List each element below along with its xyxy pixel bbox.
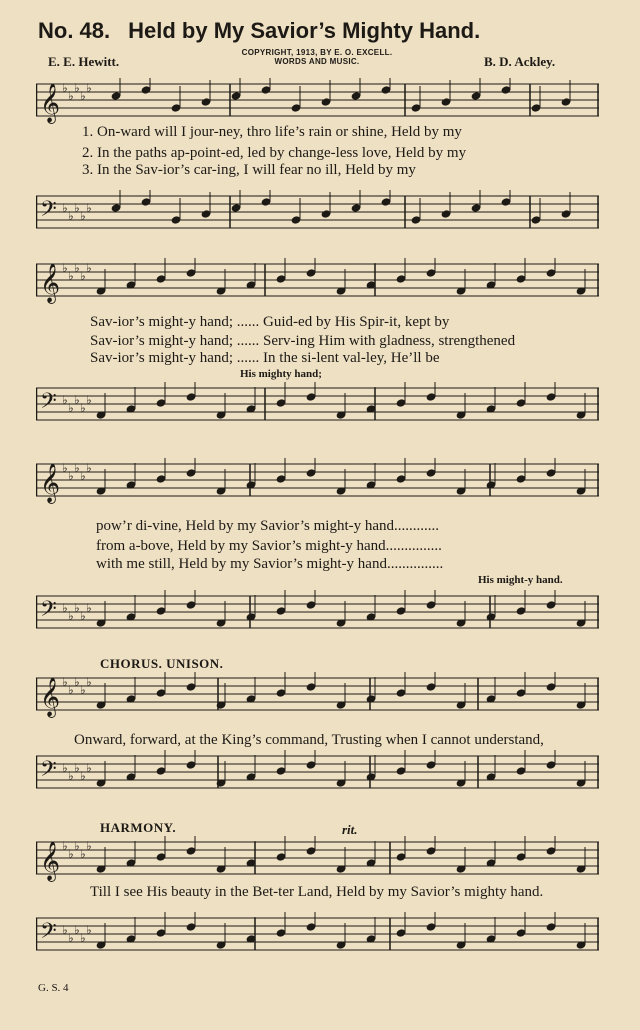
bass-staff	[36, 190, 599, 240]
copyright	[222, 48, 412, 66]
hymn-title: Held by My Savior’s Mighty Hand.	[128, 18, 481, 43]
treble-clef-icon: 𝄞	[40, 83, 61, 123]
cue-text: His mighty hand;	[240, 368, 322, 380]
flat-icon: ♭	[68, 89, 74, 103]
flat-icon: ♭	[68, 469, 74, 483]
flat-icon: ♭	[62, 675, 68, 689]
flat-icon: ♭	[74, 601, 80, 615]
bass-staff	[36, 590, 599, 640]
copyright-line: COPYRIGHT, 1913, BY E. O. EXCELL.	[241, 48, 393, 57]
staff-lines	[36, 78, 599, 128]
flat-icon: ♭	[68, 401, 74, 415]
flat-icon: ♭	[86, 393, 92, 407]
bass-clef-icon: 𝄢	[40, 389, 57, 419]
lyricist: E. E. Hewitt.	[48, 54, 120, 69]
copyright-line: WORDS AND MUSIC.	[274, 57, 360, 66]
flat-icon: ♭	[74, 461, 80, 475]
flat-icon: ♭	[62, 923, 68, 937]
flat-icon: ♭	[86, 261, 92, 275]
ritardando-mark: rit.	[342, 822, 358, 837]
bass-clef-icon: 𝄢	[40, 757, 57, 787]
flat-icon: ♭	[80, 469, 86, 483]
verse-1-line: 1. On-ward will I jour-ney, thro life’s rain or shine, Held by my	[82, 124, 462, 140]
staff-lines	[36, 382, 599, 432]
treble-clef-icon: 𝄞	[40, 263, 61, 303]
flat-icon: ♭	[80, 683, 86, 697]
treble-staff	[36, 672, 599, 722]
staff-lines	[36, 258, 599, 308]
chorus-lyrics: Till I see His beauty in the Bet-ter Land, Held by my Savior’s mighty hand.	[90, 884, 544, 900]
staff-lines	[36, 750, 599, 800]
flat-icon: ♭	[86, 761, 92, 775]
chorus-lyrics: Onward, forward, at the King’s command, Trusting when I cannot understand,	[74, 732, 544, 748]
verse-2-line: 2. In the paths ap-point-ed, led by change-less love, Held by my	[82, 145, 467, 161]
flat-icon: ♭	[86, 81, 92, 95]
flat-icon: ♭	[62, 839, 68, 853]
flat-icon: ♭	[62, 461, 68, 475]
flat-icon: ♭	[80, 931, 86, 945]
flat-icon: ♭	[80, 89, 86, 103]
verse-1-line: Sav-ior’s might-y hand; ...... Guid-ed by His Spir-it, kept by	[90, 314, 450, 330]
flat-icon: ♭	[80, 401, 86, 415]
flat-icon: ♭	[68, 769, 74, 783]
flat-icon: ♭	[68, 269, 74, 283]
hymn-title-line	[38, 18, 480, 44]
verse-3-line: with me still, Held by my Savior’s might-y hand...............	[96, 556, 444, 572]
flat-icon: ♭	[62, 393, 68, 407]
chorus-heading: CHORUS. UNISON.	[100, 656, 224, 671]
flat-icon: ♭	[86, 923, 92, 937]
flat-icon: ♭	[74, 675, 80, 689]
verse-1-line: pow’r di-vine, Held by my Savior’s might-y hand............	[96, 518, 440, 534]
treble-clef-icon: 𝄞	[40, 841, 61, 881]
flat-icon: ♭	[74, 761, 80, 775]
flat-icon: ♭	[74, 261, 80, 275]
flat-icon: ♭	[68, 931, 74, 945]
flat-icon: ♭	[74, 201, 80, 215]
harmony-heading: HARMONY.	[100, 820, 177, 835]
treble-clef-icon: 𝄞	[40, 463, 61, 503]
staff-lines	[36, 458, 599, 508]
treble-staff	[36, 836, 599, 886]
flat-icon: ♭	[74, 839, 80, 853]
verse-3-line: Sav-ior’s might-y hand; ...... In the si-lent val-ley, He’ll be	[90, 350, 440, 366]
flat-icon: ♭	[86, 839, 92, 853]
flat-icon: ♭	[68, 209, 74, 223]
flat-icon: ♭	[80, 609, 86, 623]
flat-icon: ♭	[80, 847, 86, 861]
flat-icon: ♭	[68, 609, 74, 623]
flat-icon: ♭	[68, 847, 74, 861]
flat-icon: ♭	[62, 81, 68, 95]
flat-icon: ♭	[62, 601, 68, 615]
staff-lines	[36, 190, 599, 240]
flat-icon: ♭	[74, 393, 80, 407]
flat-icon: ♭	[86, 601, 92, 615]
verse-3-line: 3. In the Sav-ior’s car-ing, I will fear no ill, Held by my	[82, 162, 416, 178]
composer: B. D. Ackley.	[484, 54, 556, 69]
flat-icon: ♭	[62, 261, 68, 275]
flat-icon: ♭	[80, 769, 86, 783]
treble-staff	[36, 458, 599, 508]
treble-staff	[36, 78, 599, 128]
cue-text: His might-y hand.	[478, 574, 563, 586]
flat-icon: ♭	[62, 201, 68, 215]
flat-icon: ♭	[74, 81, 80, 95]
flat-icon: ♭	[62, 761, 68, 775]
bass-staff	[36, 750, 599, 800]
staff-lines	[36, 672, 599, 722]
staff-lines	[36, 590, 599, 640]
verse-2-line: from a-bove, Held by my Savior’s might-y hand...............	[96, 538, 442, 554]
hymn-number: No. 48.	[38, 18, 111, 43]
bass-clef-icon: 𝄢	[40, 919, 57, 949]
verse-2-line: Sav-ior’s might-y hand; ...... Serv-ing Him with gladness, strengthened	[90, 333, 516, 349]
flat-icon: ♭	[86, 675, 92, 689]
bass-staff	[36, 912, 599, 962]
staff-lines	[36, 912, 599, 962]
flat-icon: ♭	[80, 209, 86, 223]
treble-clef-icon: 𝄞	[40, 677, 61, 717]
flat-icon: ♭	[80, 269, 86, 283]
flat-icon: ♭	[86, 461, 92, 475]
flat-icon: ♭	[86, 201, 92, 215]
staff-lines	[36, 836, 599, 886]
flat-icon: ♭	[74, 923, 80, 937]
flat-icon: ♭	[68, 683, 74, 697]
bass-clef-icon: 𝄢	[40, 197, 57, 227]
bass-clef-icon: 𝄢	[40, 597, 57, 627]
footer-code: G. S. 4	[38, 982, 69, 994]
bass-staff	[36, 382, 599, 432]
treble-staff	[36, 258, 599, 308]
